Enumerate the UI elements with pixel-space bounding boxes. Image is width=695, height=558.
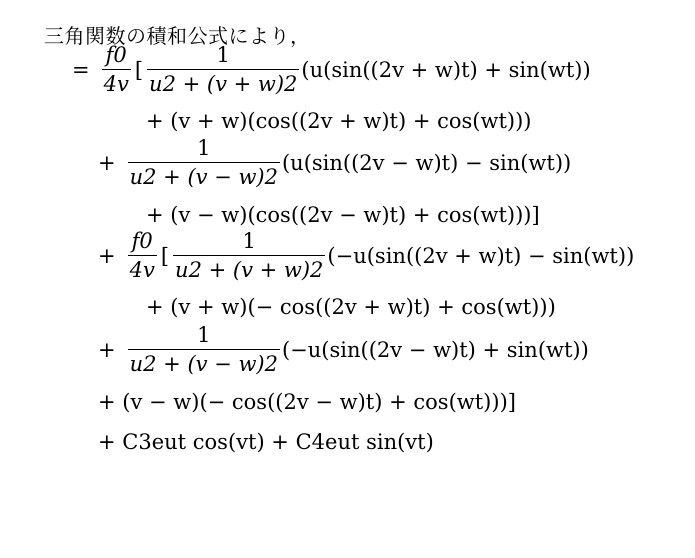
fraction-bar (173, 255, 325, 256)
term-expression: (−u(sin((2v + w)t) − sin(wt)) (327, 243, 635, 268)
term-expression: + (v − w)(cos((2v − w)t) + cos(wt)))] (146, 203, 540, 227)
equation-line-3 (98, 137, 571, 189)
term-fraction (173, 230, 325, 282)
intro-text: 三角関数の積和公式により， (44, 24, 311, 48)
coefficient-denominator: 4v (129, 258, 155, 283)
equation-line-8 (98, 392, 516, 413)
equation-line-1 (72, 44, 591, 96)
term-expression: (−u(sin((2v − w)t) + sin(wt)) (281, 337, 589, 362)
term-numerator: 1 (197, 323, 211, 347)
term-denominator: u2 + (v − w)2 (129, 165, 278, 190)
plus-sign: + (98, 150, 116, 175)
plus-sign: + (98, 337, 116, 362)
term-fraction (147, 44, 299, 96)
equals-sign: = (72, 57, 90, 82)
term-expression: + (v + w)(− cos((2v + w)t) + cos(wt))) (146, 295, 556, 319)
coefficient-fraction (128, 230, 157, 282)
fraction-bar (102, 69, 131, 70)
term-fraction (128, 324, 280, 376)
term-denominator: u2 + (v + w)2 (149, 72, 298, 97)
equation-line-9 (98, 432, 434, 453)
coefficient-numerator: f0 (105, 43, 127, 67)
term-expression: + (v + w)(cos((2v + w)t) + cos(wt))) (146, 109, 532, 133)
fraction-bar (128, 349, 280, 350)
equation-line-2 (146, 111, 532, 132)
term-denominator: u2 + (v + w)2 (175, 258, 324, 283)
term-fraction (128, 137, 280, 189)
fraction-bar (128, 255, 157, 256)
term-expression: + (v − w)(− cos((2v − w)t) + cos(wt)))] (98, 390, 516, 414)
equation-line-4 (146, 205, 540, 226)
term-expression: + C3eut cos(vt) + C4eut sin(vt) (98, 430, 434, 454)
term-numerator: 1 (197, 136, 211, 160)
fraction-bar (147, 69, 299, 70)
coefficient-denominator: 4v (103, 72, 129, 97)
term-numerator: 1 (242, 229, 256, 253)
equation-line-5 (98, 230, 634, 282)
open-bracket: [ (134, 57, 144, 82)
equation-line-7 (98, 324, 589, 376)
open-bracket: [ (160, 243, 170, 268)
plus-sign: + (98, 243, 116, 268)
term-denominator: u2 + (v − w)2 (129, 352, 278, 377)
term-expression: (u(sin((2v − w)t) − sin(wt)) (281, 150, 572, 175)
coefficient-fraction (102, 44, 131, 96)
fraction-bar (128, 162, 280, 163)
equation-line-6 (146, 297, 556, 318)
term-expression: (u(sin((2v + w)t) + sin(wt)) (301, 57, 591, 82)
term-numerator: 1 (216, 43, 230, 67)
coefficient-numerator: f0 (131, 229, 153, 253)
